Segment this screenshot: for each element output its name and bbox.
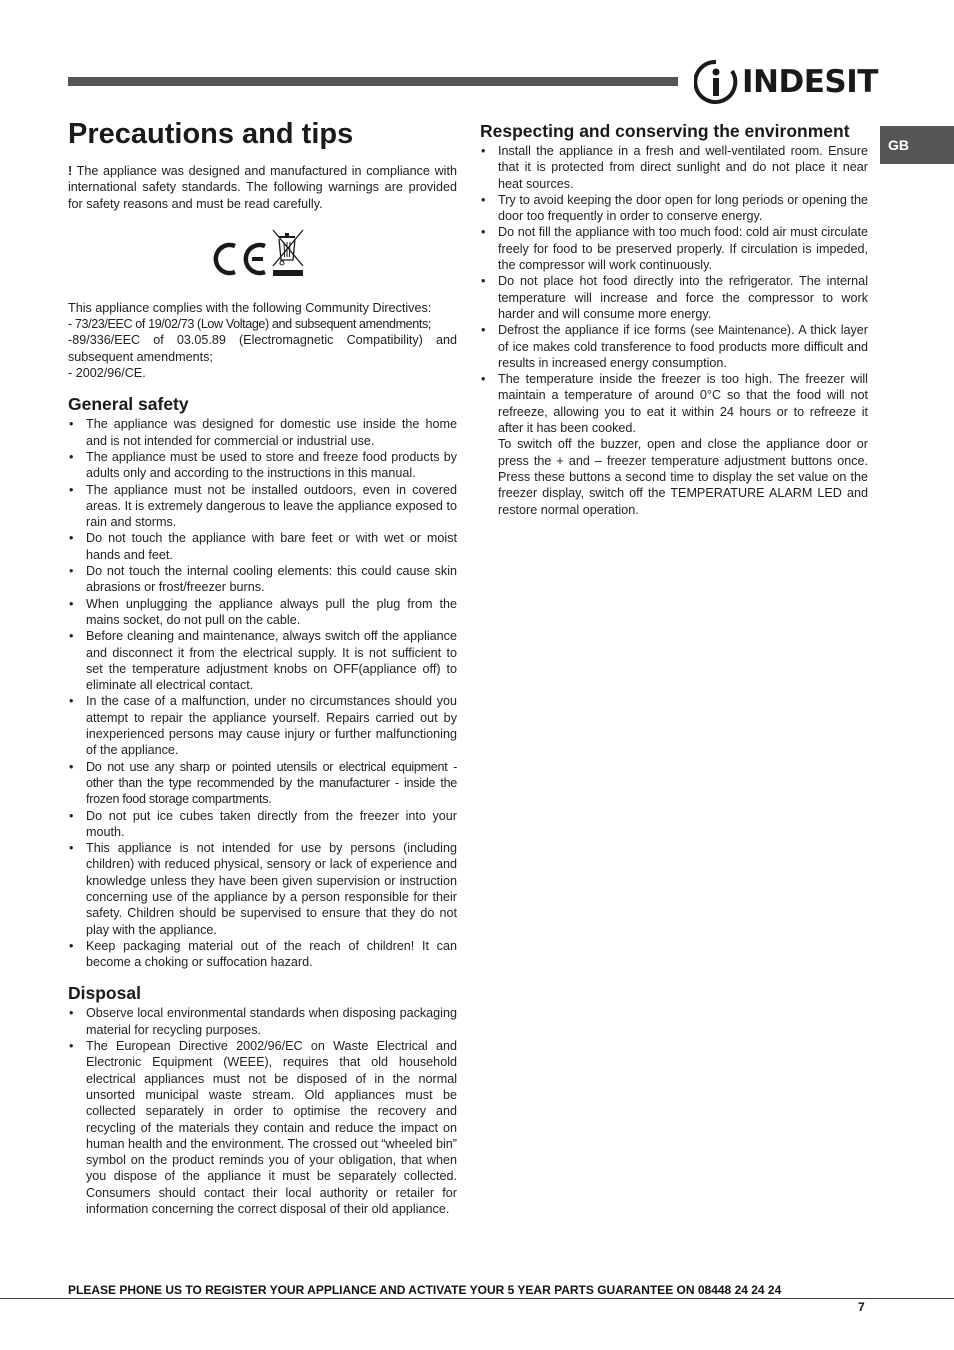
defrost-text: ). A thick layer of ice makes cold transference to food products more difficult and results in increased energy consumption. (498, 323, 868, 370)
compliance-line: - 2002/96/CE. (68, 366, 146, 381)
intro-text: The appliance was designed and manufactured in compliance with international safety standards. The following warnings are provided for safety reasons and must be read carefully. (68, 164, 457, 211)
logo-wordmark: INDESIT (742, 64, 878, 100)
list-item: • The appliance was designed for domestic use inside the home and is not intended for commercial or industrial use. (68, 416, 457, 449)
indesit-logo (694, 58, 878, 106)
list-item: • This appliance is not intended for use by persons (including children) with reduced physical, sensory or lack of experience and knowledge unless they have been given supervision or instruction concerning use of the appliance by a person responsible for their safety. Children should be supervised to ensure that they do not play with the appliance. (68, 840, 457, 938)
list-item: • When unplugging the appliance always pull the plug from the mains socket, do not pull on the cable. (68, 596, 457, 629)
registration-notice: PLEASE PHONE US TO REGISTER YOUR APPLIANCE AND ACTIVATE YOUR 5 YEAR PARTS GUARANTEE ON 08448 24 24 24 (68, 1283, 782, 1297)
compliance-line: This appliance complies with the following Community Directives: (68, 300, 432, 315)
general-safety-heading: General safety (68, 394, 189, 415)
left-column (68, 163, 457, 1217)
header-bar (68, 77, 678, 86)
disposal-list (68, 1005, 457, 1217)
list-item: • Do not touch the appliance with bare feet or with wet or moist hands and feet. (68, 530, 457, 563)
list-item: • Do not put ice cubes taken directly from the freezer into your mouth. (68, 808, 457, 841)
environment-list (480, 143, 868, 518)
list-item: • Do not touch the internal cooling elements: this could cause skin abrasions or frost/freezer burns. (68, 563, 457, 596)
general-safety-list (68, 416, 457, 970)
compliance-line: - 73/23/EEC of 19/02/73 (Low Voltage) and subsequent amendments; (68, 317, 431, 332)
list-item: • Do not use any sharp or pointed utensils or electrical equipment - other than the type recommended by the manufacturer - inside the frozen food storage compartments. (68, 759, 457, 808)
intro-paragraph (68, 163, 457, 212)
list-item: • Keep packaging material out of the reach of children! It can become a choking or suffocation hazard. (68, 938, 457, 971)
freezer-text: The temperature inside the freezer is too high. The freezer will maintain a temperature of around 0°C so that the food will not refreeze, allowing you to eat it within 24 hours or to refreeze it after it has been cooked. (498, 372, 868, 436)
list-item: • In the case of a malfunction, under no circumstances should you attempt to repair the appliance yourself. Repairs carried out by inexperienced persons may cause injury or further malfunctioning of the appliance. (68, 693, 457, 758)
disposal-heading: Disposal (68, 983, 141, 1004)
buzzer-instructions: To switch off the buzzer, open and close the appliance door or press the + and – freezer temperature adjustment buttons once. Press these buttons a second time to display the set value on the freezer display, switch off the TEMPERATURE ALARM LED and restore normal operation. (498, 437, 868, 517)
footer-divider (0, 1298, 954, 1299)
language-tab: GB (880, 126, 954, 164)
defrost-text: Defrost the appliance if ice forms ( (498, 323, 695, 338)
list-item (480, 371, 868, 518)
list-item: • The European Directive 2002/96/EC on Waste Electrical and Electronic Equipment (WEEE), requires that old household electrical appliances must not be disposed of in the normal unsorted municipal waste stream. Old appliances must be collected separately in order to optimise the recovery and recycling of the materials they contain and reduce the impact on human health and the environment. The crossed out “wheeled bin” symbol on the product reminds you of your obligation, that when you dispose of the appliance it must be separately collected. Consumers should contact their local authority or retailer for information concerning the correct disposal of their old appliance. (68, 1038, 457, 1217)
page-title: Precautions and tips (68, 118, 354, 150)
list-item (480, 322, 868, 371)
compliance-line: -89/336/EEC of 03.05.89 (Electromagnetic Compatibility) and subsequent amendments; (68, 333, 457, 364)
ce-weee-icon (213, 226, 313, 292)
list-item: • Observe local environmental standards when disposing packaging material for recycling purposes. (68, 1005, 457, 1038)
list-item: • The appliance must be used to store and freeze food products by adults only and according to the instructions in this manual. (68, 449, 457, 482)
environment-heading: Respecting and conserving the environment (480, 121, 850, 141)
list-item: • Before cleaning and maintenance, always switch off the appliance and disconnect it from the electrical supply. It is not sufficient to set the temperature adjustment knobs on OFF(appliance off) to eliminate all electrical contact. (68, 628, 457, 693)
certification-marks (68, 226, 457, 292)
warning-mark: ! (68, 164, 73, 178)
list-item: • The appliance must not be installed outdoors, even in covered areas. It is extremely dangerous to leave the appliance exposed to rain and storms. (68, 482, 457, 531)
crossed-bin-icon (273, 230, 303, 276)
right-column (480, 122, 868, 518)
list-item: • Do not place hot food directly into the refrigerator. The internal temperature will increase and force the compressor to work harder and will consume more energy. (480, 273, 868, 322)
list-item: • Try to avoid keeping the door open for long periods or opening the door too frequently in order to conserve energy. (480, 192, 868, 225)
logo-i-icon (694, 58, 738, 106)
list-item: • Install the appliance in a fresh and well-ventilated room. Ensure that it is protected from direct sunlight and do not place it near heat sources. (480, 143, 868, 192)
maintenance-reference: see Maintenance (694, 323, 787, 338)
page-number: 7 (858, 1300, 865, 1314)
list-item: • Do not fill the appliance with too much food: cold air must circulate freely for food to be preserved properly. If circulation is impeded, the compressor will work continuously. (480, 224, 868, 273)
